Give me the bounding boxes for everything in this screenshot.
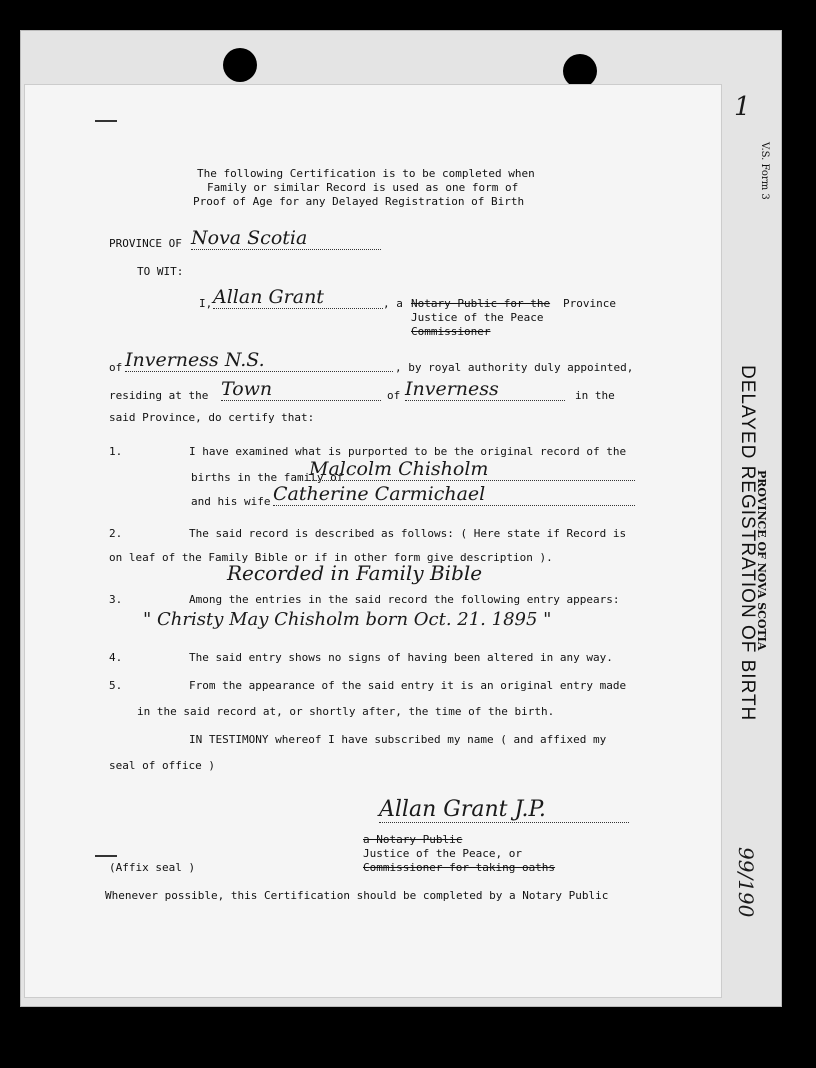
side-province: PROVINCE OF NOVA SCOTIA bbox=[755, 470, 768, 651]
justice-label: Justice of the Peace bbox=[411, 311, 544, 324]
item-number: 3. bbox=[109, 593, 123, 606]
item-2-text: The said record is described as follows: ( Here state if Record is bbox=[189, 527, 627, 540]
in-the-label: in the bbox=[575, 389, 615, 402]
header-line: Family or similar Record is used as one form of bbox=[207, 181, 519, 194]
item-5-continued: in the said record at, or shortly after, the time of the birth. bbox=[137, 705, 555, 718]
birth-entry: " Christy May Chisholm born Oct. 21. 1895 " bbox=[143, 609, 552, 630]
side-title: DELAYED REGISTRATION OF BIRTH bbox=[737, 365, 758, 722]
province-value: Nova Scotia bbox=[191, 227, 381, 250]
item-2-continued: on leaf of the Family Bible or if in other form give description ). bbox=[109, 551, 553, 564]
wife-name: Catherine Carmichael bbox=[273, 483, 635, 506]
item-number: 2. bbox=[109, 527, 123, 540]
item-number: 5. bbox=[109, 679, 123, 692]
margin-mark bbox=[95, 120, 117, 122]
item-4-text: The said entry shows no signs of having been altered in any way. bbox=[189, 651, 613, 664]
sig-justice: Justice of the Peace, or bbox=[363, 847, 522, 860]
header-line: Proof of Age for any Delayed Registration of Birth bbox=[193, 195, 525, 208]
a-label: , a bbox=[383, 297, 403, 310]
seal-of-office: seal of office ) bbox=[109, 759, 215, 772]
item-5-text: From the appearance of the said entry it is an original entry made bbox=[189, 679, 627, 692]
affix-seal: (Affix seal ) bbox=[109, 861, 196, 874]
item-3-text: Among the entries in the said record the following entry appears: bbox=[189, 593, 620, 606]
certificate-page bbox=[24, 84, 722, 998]
item-number: 1. bbox=[109, 445, 123, 458]
notary-struck: Notary Public for the bbox=[411, 297, 551, 310]
record-description: Recorded in Family Bible bbox=[227, 561, 483, 585]
wife-label: and his wife bbox=[191, 495, 271, 508]
royal-authority: , by royal authority duly appointed, bbox=[395, 361, 634, 374]
sig-commissioner-struck: Commissioner for taking oaths bbox=[363, 861, 556, 874]
residing-value: Town bbox=[221, 378, 381, 401]
to-wit-label: TO WIT: bbox=[137, 265, 184, 278]
margin-mark bbox=[95, 855, 117, 857]
commissioner-struck: Commissioner bbox=[411, 325, 491, 338]
births-label: births in the family of bbox=[191, 471, 344, 484]
residing-label: residing at the bbox=[109, 389, 209, 402]
testimony-text: IN TESTIMONY whereof I have subscribed my name ( and affixed my bbox=[189, 733, 607, 746]
item-1-text: I have examined what is purported to be the original record of the bbox=[189, 445, 627, 458]
punch-hole-left bbox=[223, 48, 257, 82]
header-line: The following Certification is to be completed when bbox=[197, 167, 535, 180]
of-label: of bbox=[109, 361, 123, 374]
province-word: Province bbox=[563, 297, 616, 310]
of2-label: of bbox=[387, 389, 401, 402]
form-number: V.S. Form 3 bbox=[759, 142, 770, 200]
sig-notary-struck: a Notary Public bbox=[363, 833, 463, 846]
handwritten-file-number: 99/190 bbox=[734, 847, 758, 918]
father-name: Malcolm Chisholm bbox=[309, 458, 635, 481]
signature: Allan Grant J.P. bbox=[379, 797, 629, 823]
said-province: said Province, do certify that: bbox=[109, 411, 315, 424]
item-number: 4. bbox=[109, 651, 123, 664]
province-label: PROVINCE OF bbox=[109, 237, 182, 250]
of2-value: Inverness bbox=[405, 378, 565, 401]
of-value: Inverness N.S. bbox=[125, 349, 393, 372]
certifier-name: Allan Grant bbox=[213, 286, 383, 309]
i-label: I, bbox=[199, 297, 213, 310]
handwritten-tick: 1 bbox=[734, 92, 751, 122]
punch-hole-right bbox=[563, 54, 597, 88]
footer-note: Whenever possible, this Certification should be completed by a Notary Public bbox=[105, 889, 609, 902]
